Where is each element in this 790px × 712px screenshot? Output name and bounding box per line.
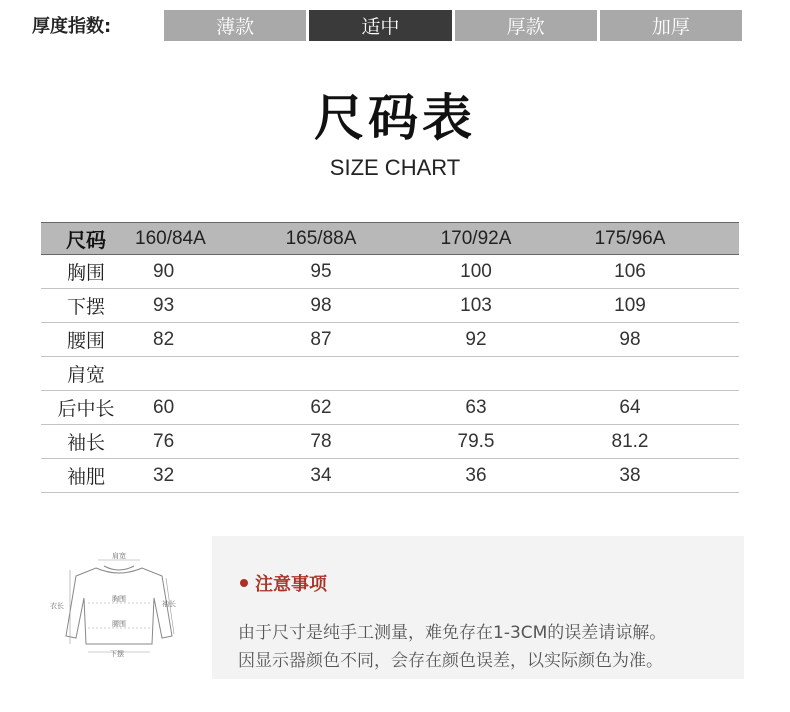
- table-cell: 34: [241, 459, 401, 493]
- table-row: [41, 289, 739, 323]
- table-cell: [401, 357, 551, 391]
- table-cell: 32: [131, 459, 241, 493]
- table-row: [41, 357, 739, 391]
- thickness-option-medium[interactable]: 适中: [309, 10, 451, 41]
- garment-diagram: [44, 548, 194, 658]
- row-label: 胸围: [41, 255, 131, 289]
- table-cell: 95: [241, 255, 401, 289]
- size-table-header-label: 尺码: [41, 223, 131, 255]
- size-table-body: [41, 255, 739, 493]
- page-title: 尺码表: [314, 89, 476, 147]
- row-pad: [709, 391, 739, 425]
- table-cell: 81.2: [551, 425, 709, 459]
- table-cell: 109: [551, 289, 709, 323]
- row-label: 后中长: [41, 391, 131, 425]
- thickness-option-thin[interactable]: 薄款: [164, 10, 306, 41]
- diagram-label-length: 衣长: [50, 602, 64, 610]
- diagram-label-sleeve: 袖长: [162, 600, 176, 608]
- table-cell: 93: [131, 289, 241, 323]
- size-table-header-row: [41, 223, 739, 255]
- page-subtitle: SIZE CHART: [329, 155, 461, 180]
- notice-line-1: 由于尺寸是纯手工测量，难免存在1-3CM的误差请谅解。: [238, 623, 667, 643]
- table-cell: 79.5: [401, 425, 551, 459]
- size-header-cell: 175/96A: [551, 223, 709, 255]
- size-header-cell: 160/84A: [131, 223, 241, 255]
- thickness-option-thick[interactable]: 厚款: [455, 10, 597, 41]
- table-cell: 92: [401, 323, 551, 357]
- table-cell: 98: [241, 289, 401, 323]
- size-header-cell: 165/88A: [241, 223, 401, 255]
- table-row: [41, 425, 739, 459]
- table-cell: 100: [401, 255, 551, 289]
- table-cell: 62: [241, 391, 401, 425]
- row-pad: [709, 357, 739, 391]
- table-cell: 82: [131, 323, 241, 357]
- thickness-label: 厚度指数:: [32, 16, 112, 37]
- table-row: [41, 323, 739, 357]
- table-cell: 38: [551, 459, 709, 493]
- diagram-label-chest: 胸围: [112, 595, 126, 603]
- row-label: 袖长: [41, 425, 131, 459]
- table-cell: [131, 357, 241, 391]
- size-header-cell: 170/92A: [401, 223, 551, 255]
- table-cell: 64: [551, 391, 709, 425]
- notice-line-2: 因显示器颜色不同，会存在颜色误差，以实际颜色为准。: [238, 651, 663, 671]
- diagram-label-hem: 下摆: [110, 650, 124, 658]
- row-pad: [709, 255, 739, 289]
- row-pad: [709, 323, 739, 357]
- row-pad: [709, 459, 739, 493]
- diagram-label-waist: 腰围: [112, 620, 126, 628]
- size-header-pad: [709, 223, 739, 255]
- row-label: 袖肥: [41, 459, 131, 493]
- table-cell: 90: [131, 255, 241, 289]
- bullet-dot-icon: [240, 579, 248, 587]
- row-label: 下摆: [41, 289, 131, 323]
- table-cell: 63: [401, 391, 551, 425]
- diagram-label-shoulder: 肩宽: [112, 552, 126, 560]
- table-row: [41, 391, 739, 425]
- table-cell: 76: [131, 425, 241, 459]
- size-table: [41, 222, 739, 493]
- table-cell: [551, 357, 709, 391]
- row-label: 腰围: [41, 323, 131, 357]
- notice-title: 注意事项: [255, 574, 327, 595]
- table-cell: 36: [401, 459, 551, 493]
- table-cell: [241, 357, 401, 391]
- table-cell: 98: [551, 323, 709, 357]
- table-cell: 78: [241, 425, 401, 459]
- row-pad: [709, 425, 739, 459]
- table-cell: 106: [551, 255, 709, 289]
- table-row: [41, 255, 739, 289]
- table-cell: 60: [131, 391, 241, 425]
- notice-box: [212, 536, 744, 679]
- table-row: [41, 459, 739, 493]
- table-cell: 103: [401, 289, 551, 323]
- table-cell: 87: [241, 323, 401, 357]
- thickness-option-extra-thick[interactable]: 加厚: [600, 10, 742, 41]
- row-label: 肩宽: [41, 357, 131, 391]
- notice-title-row: [240, 570, 327, 596]
- row-pad: [709, 289, 739, 323]
- thickness-bar: [164, 10, 742, 41]
